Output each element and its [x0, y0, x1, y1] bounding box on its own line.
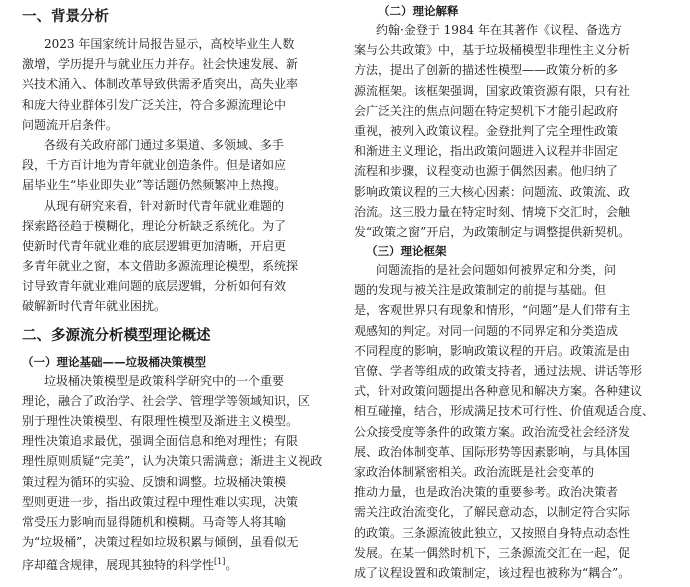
- paragraph-kingdon: [354, 20, 670, 242]
- text-line: 多青年就业之窗，本文借助多源流理论模型，系统探: [22, 259, 299, 274]
- text-line: 推动力量，也是政治决策的重要参考。政治决策者: [354, 485, 619, 500]
- text-line: 官僚、学者等组成的政策支持者，通过法规、讲话等形: [354, 364, 643, 378]
- text-line: 理论，融合了政治学、社会学、管理学等领域知识，区: [22, 393, 311, 408]
- text-line: 理性原则质疑“完美”，认为决策只需满意；渐进主义视政: [22, 454, 323, 469]
- left-column: [22, 0, 336, 573]
- text-fragment: 序却蕴含规律，展现其独特的科学性: [22, 558, 215, 573]
- subsection-heading-theory-explanation: （二）理论解释: [378, 4, 459, 18]
- paragraph-statistics: [22, 34, 336, 135]
- text-fragment: 。: [225, 558, 238, 573]
- section-heading-background: 一、背景分析: [22, 9, 109, 25]
- paragraph-government-efforts: [22, 135, 336, 196]
- text-line: 成了议程设置和政策制定，该过程也被称为“耦合”。: [354, 565, 631, 580]
- text-line: 家政治体制紧密相关。政治流既是社会变革的: [354, 464, 595, 479]
- text-line: 影响政策议程的三大核心因素：问题流、政策流、政: [354, 184, 631, 199]
- text-line: 式，针对政策问题提出各种意见和解决方案。各种建议: [354, 384, 643, 399]
- text-line: 源流框架。该框架强调，国家政策资源有限，只有社: [354, 83, 631, 98]
- text-line: 流程和步骤，议程变动也源于偶然因素。他归纳了: [354, 164, 619, 179]
- text-line: 展、政治体制变革、国际形势等因素影响，与具体国: [354, 444, 631, 459]
- text-line: 约翰·金登于 1984 年在其著作《议程、备选方: [376, 23, 622, 37]
- text-line: 问题流开启条件。: [22, 117, 119, 132]
- text-line: 兴技术涌入、体制改革导致供需矛盾突出，高失业率: [22, 77, 299, 92]
- text-line: 别于理性决策模型、有限理性模型及渐进主义模型。: [22, 414, 299, 428]
- text-line: 探索路径趋于模糊化，理论分析缺乏系统化。为了: [22, 218, 287, 233]
- text-line: 为“垃圾桶”，决策过程如垃圾积累与倾倒，虽看似无: [22, 535, 299, 550]
- text-line: 段，千方百计地为青年就业创造条件。但是诸如应: [22, 158, 287, 173]
- text-line: 案与公共政策》中，基于垃圾桶模型非理性主义分析: [354, 43, 631, 58]
- subsection-heading-theory-basis: （一）理论基础——垃圾桶决策模型: [22, 354, 206, 369]
- text-line: 发展。在某一偶然时机下，三条源流交汇在一起，促: [354, 545, 631, 560]
- subsection-heading-theory-framework: （三）理论框架: [366, 244, 447, 259]
- text-line: 发“政策之窗”开启，为政策制定与调整提供新契机。: [354, 224, 631, 239]
- text-line: 公众接受度等条件的政策方案。政治流受社会经济发: [354, 424, 631, 439]
- text-line: 会广泛关注的焦点问题在特定契机下才能引起政府: [354, 103, 619, 118]
- text-line: 届毕业生“毕业即失业”等话题仍然频繁冲上热搜。: [22, 178, 287, 193]
- text-line: 2023 年国家统计局报告显示，高校毕业生人数: [44, 37, 295, 51]
- text-line: 方法，提出了创新的描述性模型——政策分析的多: [354, 63, 619, 78]
- text-line: 垃圾桶决策模型是政策科学研究中的一个重要: [44, 373, 285, 388]
- text-line: 问题流指的是社会问题如何被界定和分类，问: [376, 263, 617, 278]
- text-line: 激增，学历提升与就业压力并存。社会快速发展、新: [22, 57, 299, 72]
- text-line: 和渐进主义理论，指出政策问题进入议程并非固定: [354, 144, 619, 159]
- text-line: 观感知的判定。对同一问题的不同界定和分类造成: [354, 323, 619, 338]
- text-line: 相互碰撞，结合，形成满足技术可行性、价值观适合度、: [354, 404, 655, 419]
- text-line: 和庞大待业群体引发广泛关注，符合多源流理论中: [22, 97, 287, 112]
- text-line: 治流。这三股力量在特定时刻、情境下交汇时，会触: [354, 204, 631, 219]
- text-line: 策过程为循环的实验、反馈和调整。垃圾桶决策模: [22, 474, 287, 489]
- text-line: 不同程度的影响，影响政策议程的开启。政策流是由: [354, 343, 631, 358]
- text-line: 使新时代青年就业难的底层逻辑更加清晰，开启更: [22, 238, 287, 253]
- text-line: 从现有研究来看，针对新时代青年就业难题的: [44, 198, 285, 213]
- text-line: 破解新时代青年就业困扰。: [22, 299, 167, 314]
- paragraph-three-streams: [354, 260, 670, 583]
- citation-ref[interactable]: [1]: [214, 557, 226, 567]
- text-line: 重视，被列入政策议程。金登批判了完全理性政策: [354, 123, 619, 138]
- paragraph-research-status: [22, 196, 336, 317]
- text-line: 的政策。三条源流彼此独立，又按照自身特点动态性: [354, 525, 631, 540]
- text-line: 常受压力影响而显得随机和模糊。马奇等人将其喻: [22, 514, 287, 529]
- text-line: 需关注政治流变化，了解民意动态，以制定符合实际: [354, 505, 631, 520]
- text-line: 型则更进一步，指出政策过程中理性难以实现，决策: [22, 494, 299, 509]
- right-column: [354, 0, 670, 583]
- text-line: [22, 552, 336, 572]
- text-line: 讨导致青年就业难问题的底层逻辑，分析如何有效: [22, 279, 287, 294]
- text-line: 理性决策追求最优，强调全面信息和绝对理性；有限: [22, 434, 299, 449]
- text-line: 各级有关政府部门通过多渠道、多领域、多手: [44, 137, 285, 152]
- section-heading-theory-overview: 二、多源流分析模型理论概述: [22, 327, 211, 344]
- text-line: 题的发现与被关注是政策制定的前提与基础。但: [354, 283, 607, 298]
- paragraph-garbage-can-model: [22, 371, 336, 573]
- text-line: 是，客观世界只有现象和情形，“问题”是人们带有主: [354, 303, 631, 318]
